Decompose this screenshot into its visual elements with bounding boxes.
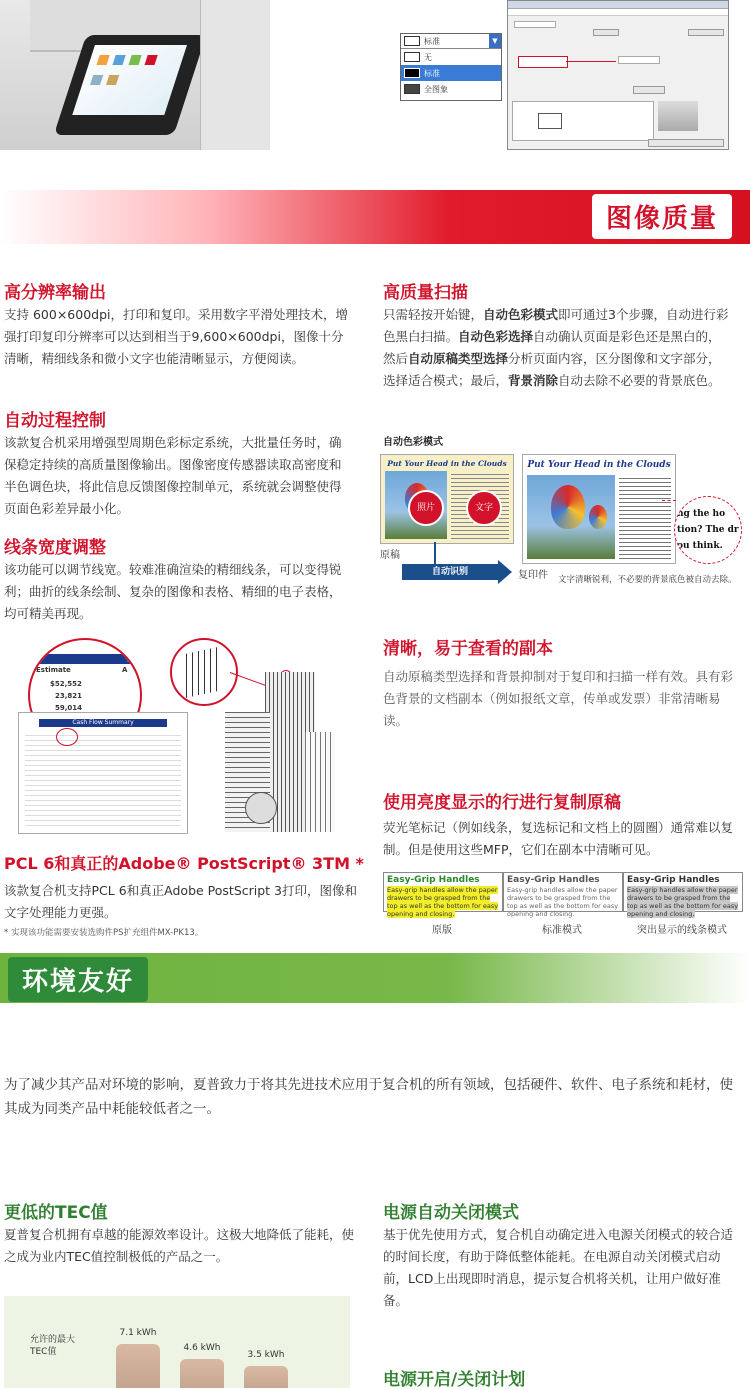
chevron-down-icon[interactable]: ▼ bbox=[489, 34, 501, 48]
tec-body: 夏普复合机拥有卓越的能源效率设计。这极大地降低了能耗，使之成为业内TEC值控制极低的产品之一。 bbox=[4, 1227, 355, 1264]
brightness-body: 荧光笔标记（例如线条，复选标记和文档上的圆圈）通常难以复制。但是使用这些MFP，它们在副本中清晰可见。 bbox=[383, 820, 734, 857]
hq-scan-keyword: 自动原稿类型选择 bbox=[408, 351, 509, 366]
tec-bar bbox=[244, 1366, 288, 1388]
hq-scan-text: 即可通过3个步骤，自动进行彩色黑白扫描。 bbox=[383, 307, 729, 344]
section-title-image-quality: 图像质量 bbox=[592, 194, 732, 239]
image-quality-banner bbox=[0, 190, 750, 244]
original-document: Put Your Head in the Clouds bbox=[380, 454, 514, 544]
grip-caption-original: 原版 bbox=[432, 925, 452, 936]
tec-bar bbox=[116, 1344, 160, 1388]
text-bubble: 文字 bbox=[466, 490, 502, 526]
spreadsheet-zoom: JA Estimate A $52,552 23,821 59,014 bbox=[28, 638, 142, 752]
line-width-body: 该功能可以调节线宽。较难准确渲染的精细线条，可以变得锐利；曲折的线条绘制、复杂的图像和表格、精细的电子表格，均可精美再现。 bbox=[4, 562, 342, 621]
tec-bar bbox=[180, 1359, 224, 1388]
tec-title: 更低的TEC值 bbox=[4, 1203, 108, 1223]
original-label: 原稿 bbox=[380, 550, 400, 561]
hq-scan-body bbox=[383, 304, 733, 392]
line-width-illustration bbox=[0, 632, 360, 832]
buildings-drawing bbox=[215, 672, 335, 832]
auto-off-body: 基于优先使用方式，复合机自动确定进入电源关闭模式的较合适的时间长度，有助于降低整体能耗。在电源自动关闭模式启动前，LCD上出现即时消息，提示复合机将关机，让用户做好准备。 bbox=[383, 1227, 734, 1308]
tec-bar-label: 4.6 kWh bbox=[183, 1343, 221, 1354]
section-title-environment: 环境友好 bbox=[8, 957, 148, 1002]
tec-bars bbox=[4, 1296, 350, 1388]
pcl-note: * 实现该功能需要安装选购件PS扩充组件MX-PK13。 bbox=[4, 928, 204, 938]
auto-color-label: 自动色彩模式 bbox=[383, 437, 443, 448]
hq-scan-keyword: 自动色彩模式 bbox=[483, 307, 559, 322]
tec-allowed-label: 允许的最大TEC值 bbox=[30, 1335, 76, 1357]
clear-copy-body: 自动原稿类型选择和背景抑制对于复印和扫描一样有效。具有彩色背景的文档副本（例如报纸文章，传单或发票）非常清晰易读。 bbox=[383, 669, 734, 728]
dropdown-selected[interactable]: 标准 ▼ bbox=[401, 34, 501, 49]
dropdown-illustration bbox=[400, 33, 502, 101]
dropdown-option-standard[interactable]: 标准 bbox=[401, 65, 501, 81]
auto-off-title: 电源自动关闭模式 bbox=[383, 1203, 519, 1223]
high-res-body: 支持 600×600dpi，打印和复印。采用数字平滑处理技术，增强打印复印分辨率可以达到相当于9,600×600dpi，图像十分清晰，精细线条和微小文字也能清晰显示，方便阅读。 bbox=[4, 307, 349, 366]
grip-sample-standard: Easy-Grip Handles Easy-grip handles allow the paper drawers to be grasped from the top as well as the bottom for easy opening and closing. bbox=[503, 872, 623, 912]
cash-flow-document: Cash Flow Summary bbox=[18, 712, 188, 834]
tec-bar-label: 3.5 kWh bbox=[247, 1350, 285, 1361]
hq-scan-text: 自动确认页面是彩色还是黑白的，然后 bbox=[383, 329, 721, 366]
auto-color-illustration bbox=[380, 452, 745, 602]
auto-process-title: 自动过程控制 bbox=[4, 411, 106, 431]
dropdown-option-full[interactable]: 全图象 bbox=[401, 81, 501, 97]
auto-color-caption: 文字清晰锐利，不必要的背景底色被自动去除。 bbox=[558, 575, 737, 585]
settings-dialog bbox=[507, 0, 729, 150]
hq-scan-text: 只需轻按开始键， bbox=[383, 307, 484, 322]
mfp-photo bbox=[0, 0, 270, 150]
auto-process-body: 该款复合机采用增强型周期色彩标定系统，大批量任务时，确保稳定持续的高质量图像输出。图像密度传感器读取高密度和半色调色块，将此信息反馈图像控制单元，系统就会调整使得页面色彩差异最小化。 bbox=[4, 435, 342, 516]
tec-bar-label: 7.1 kWh bbox=[119, 1328, 157, 1338]
clear-copy-title: 清晰，易于查看的副本 bbox=[383, 639, 553, 659]
power-schedule-title: 电源开启/关闭计划 bbox=[383, 1370, 526, 1390]
line-width-title: 线条宽度调整 bbox=[4, 538, 106, 558]
high-res-title: 高分辨率输出 bbox=[4, 283, 106, 303]
env-intro: 为了减少其产品对环境的影响，夏普致力于将其先进技术应用于复合机的所有领域，包括硬件、软件、电子系统和耗材，使其成为同类产品中耗能较低者之一。 bbox=[4, 1077, 733, 1117]
copy-document: Put Your Head in the Clouds bbox=[522, 454, 676, 564]
auto-detect-arrow: 自动识别 bbox=[402, 564, 498, 580]
hq-scan-title: 高质量扫描 bbox=[383, 283, 468, 303]
photo-bubble: 照片 bbox=[408, 490, 444, 526]
grip-caption-standard: 标准模式 bbox=[542, 925, 582, 936]
tec-chart bbox=[4, 1296, 350, 1388]
text-zoom-circle: ng the ho tion? The dr ou think. bbox=[674, 496, 742, 564]
pcl-title: PCL 6和真正的Adobe® PostScript® 3TM * bbox=[4, 854, 364, 873]
dropdown-option-none[interactable]: 无 bbox=[401, 49, 501, 65]
pcl-body: 该款复合机支持PCL 6和真正Adobe PostScript 3打印，图像和文字处理能力更强。 bbox=[4, 883, 358, 920]
hq-scan-text: 自动去除不必要的背景底色。 bbox=[558, 373, 721, 388]
environment-banner bbox=[0, 953, 750, 1003]
brightness-title: 使用亮度显示的行进行复制原稿 bbox=[383, 793, 621, 813]
grip-caption-highlight: 突出显示的线条模式 bbox=[637, 925, 727, 936]
hq-scan-text: 分析页面内容，区分图像和文字部分，选择适合模式；最后， bbox=[383, 351, 721, 388]
copy-label: 复印件 bbox=[518, 570, 548, 581]
hq-scan-keyword: 背景消除 bbox=[508, 373, 559, 388]
grip-sample-highlight: Easy-Grip Handles Easy-grip handles allow the paper drawers to be grasped from the top as well as the bottom for easy opening and closing. bbox=[623, 872, 743, 912]
hq-scan-keyword: 自动色彩选择 bbox=[458, 329, 534, 344]
grip-sample-original: Easy-Grip Handles Easy-grip handles allow the paper drawers to be grasped from the top as well as the bottom for easy opening and closing. bbox=[383, 872, 503, 912]
